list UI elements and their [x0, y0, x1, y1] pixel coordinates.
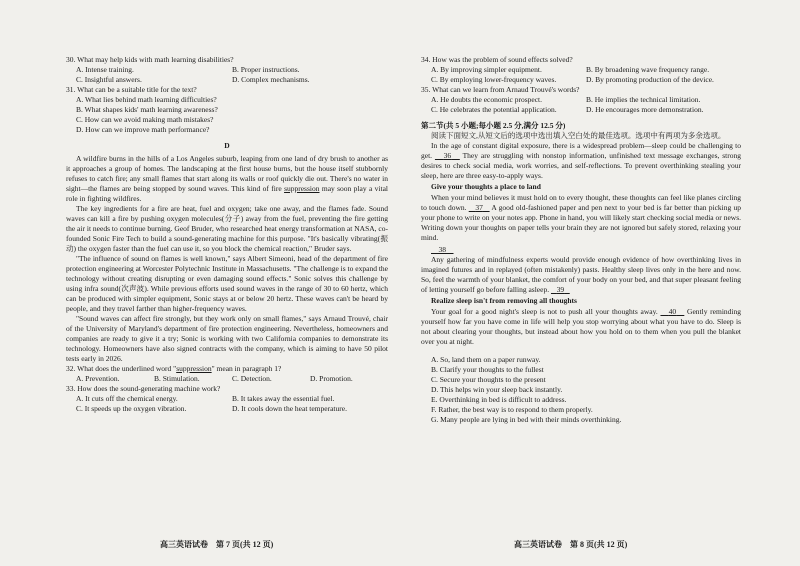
section-2-title: 第二节(共 5 小题;每小题 2.5 分,满分 12.5 分): [421, 121, 566, 130]
option: B. Clarify your thoughts to the fullest: [431, 365, 544, 374]
option: A. It cuts off the chemical energy.: [76, 394, 178, 403]
cloze-paragraph-2: [421, 193, 741, 243]
option: B. It takes away the essential fuel.: [232, 394, 335, 403]
passage-paragraph-3: "The influence of sound on flames is well known," says Albert Simeoni, head of the department of fire protection engineering at Worcester Polytechnic Institute in Massachusetts. "The challenge is to expand the technology without creating disrupting or even damaging sound effects." Sonic solves this challenge by using infra sound(次声波). While previous efforts used sound waves in the range of 30 to 60 hertz, which can be produced with simpler equipment, Sonic stays at or below 20 hertz. These waves can't be heard by people, and they travel farther than higher-frequency waves.: [66, 254, 388, 313]
option: D. By promoting production of the device.: [586, 75, 714, 84]
blank-number: 38: [438, 245, 446, 254]
passage-paragraph-4: "Sound waves can affect fire strongly, but they work only on small flames," says Arnaud Trouvé, chair of the University of Maryland's department of fire protection engineering. Nevertheless, homeowners and companies are ready to give it a try; Sonic is working with two California companies to demonstrate its technology. Homeowners have also signed contracts with the company, which is aiming to have 50 pilot tests early in 2026.: [66, 314, 388, 363]
passage-paragraph-2: The key ingredients for a fire are heat, fuel and oxygen; take one away, and the flames fade. Sound waves can kill a fire by pushing oxygen molecules(分子) away from the fuel, preventing the fire getting the air it needs to continue burning. Geof Bruder, who researched heat energy transformation at NASA, co-founded Sonic Fire Tech to build a sound-generating machine for this purpose. "It's basically vibrating(振动) the oxygen faster than the fuel can use it, so you block the chemical reaction," Bruder says.: [66, 204, 388, 253]
option: D. He encourages more demonstration.: [586, 105, 704, 114]
question-32-options: [76, 374, 388, 384]
option: G. Many people are lying in bed with their minds overthinking.: [431, 415, 622, 424]
question-31: 31. What can be a suitable title for the text?: [66, 85, 197, 94]
option: D. It cools down the heat temperature.: [232, 404, 347, 413]
text: They are struggling with nonstop information, unfinished text message exchanges, strong desires to check social media, work worries, and self-reflections. To prevent overthinking stealing your sleep, here are three easy-to-apply ways.: [421, 151, 742, 180]
question-34-options: [431, 65, 741, 85]
option: C. Detection.: [232, 374, 272, 383]
blank-38-line: [431, 245, 741, 255]
right-column: [421, 55, 741, 425]
text: Gently reminding yourself how far you have come in life will help you stop worrying about what you have to do. Sleep is not about clearing your thoughts, but instead about how you hold on to them when you pull the blanket over you at night.: [421, 307, 741, 346]
text: 32. What does the underlined word ": [66, 364, 177, 373]
option: D. Complex mechanisms.: [232, 75, 310, 84]
option: B. What shapes kids' math learning awareness?: [76, 105, 218, 114]
text: Any gathering of mindfulness experts would provide enough evidence of how overthinking lives in imagined futures and in replayed (often mistakenly) pasts. Healthy sleep lives only in the here and now. So, feel the warmth of your blanket, the comfort of your body on your bed, and that super pleasant feeling of letting yourself go before falling asleep.: [421, 255, 741, 294]
option: B. Proper instructions.: [232, 65, 300, 74]
blank-36[interactable]: [435, 151, 460, 160]
left-column: [66, 55, 388, 414]
text: A good old-fashioned paper and pen next to your bed is far better than picking up your phone to write on your notes app. Phone in hand, you will likely start checking social media or news. Writing down your thoughts on paper tells your brain they are not ignored but safely stored, relaxing your mind.: [421, 203, 741, 242]
blank-number: 36: [443, 151, 452, 160]
blank-number: 37: [475, 203, 483, 212]
option: A. Prevention.: [76, 374, 120, 383]
underlined-word: suppression: [284, 184, 320, 193]
blank-40[interactable]: [660, 307, 684, 316]
option: B. By broadening wave frequency range.: [586, 65, 710, 74]
page-footer-right: 高三英语试卷 第 8 页(共 12 页): [514, 540, 628, 549]
option: D. How can we improve math performance?: [76, 125, 210, 134]
blank-39[interactable]: [551, 285, 570, 294]
option: C. How can we avoid making math mistakes?: [76, 115, 214, 124]
text: may soon play a vital role in fighting wildfires.: [66, 184, 388, 203]
text: When your mind believes it must hold on to every thought, these thoughts can feel like planes circling to touch down.: [421, 193, 741, 212]
option: A. What lies behind math learning difficulties?: [76, 95, 217, 104]
cloze-options: [431, 355, 741, 425]
option: C. Insightful answers.: [76, 75, 142, 84]
question-32: [66, 364, 388, 374]
section-d-heading: D: [224, 141, 230, 150]
blank-number: 39: [556, 285, 565, 294]
question-33: 33. How does the sound-generating machine work?: [66, 384, 221, 393]
underlined-word: suppression: [176, 364, 212, 373]
question-30: 30. What may help kids with math learning disabilities?: [66, 55, 234, 64]
option: A. Intense training.: [76, 65, 134, 74]
page-footer-left: 高三英语试卷 第 7 页(共 12 页): [160, 540, 274, 549]
cloze-paragraph-3: [421, 255, 741, 295]
blank-38[interactable]: [431, 245, 454, 254]
cloze-paragraph-1: [421, 141, 741, 181]
question-35-options: [431, 95, 741, 115]
option: C. He celebrates the potential application.: [431, 105, 557, 114]
option: A. So, land them on a paper runway.: [431, 355, 541, 364]
option: A. By improving simpler equipment.: [431, 65, 542, 74]
option: E. Overthinking in bed is difficult to address.: [431, 395, 567, 404]
option: F. Rather, the best way is to respond to them properly.: [431, 405, 593, 414]
cloze-paragraph-4: [421, 307, 741, 347]
text: " mean in paragraph 1?: [211, 364, 282, 373]
option: A. He doubts the economic prospect.: [431, 95, 543, 104]
option: C. By employing lower-frequency waves.: [431, 75, 557, 84]
option: D. Promotion.: [310, 374, 353, 383]
question-34: 34. How was the problem of sound effects solved?: [421, 55, 573, 64]
question-31-options: [76, 95, 388, 135]
option: C. It speeds up the oxygen vibration.: [76, 404, 187, 413]
option: D. This helps win your sleep back instantly.: [431, 385, 563, 394]
option: C. Secure your thoughts to the present: [431, 375, 546, 384]
question-35: 35. What can we learn from Arnaud Trouvé's words?: [421, 85, 580, 94]
blank-number: 40: [668, 307, 677, 316]
section-2-instructions: 阅读下面短文,从短文后的选项中选出填入空白处的最佳选项。选项中有两项为多余选项。: [431, 131, 726, 140]
option: B. Stimulation.: [154, 374, 200, 383]
text: A wildfire burns in the hills of a Los Angeles suburb, leaping from one land of dry brush to another as it approaches a group of homes. The landscaping at the first house burns, but the house itself stubbornly refuses to catch fire; any small flames that start along its walls or roof quickly die out. There's no water in sight—the flames are being stopped by sound waves. This kind of fire: [66, 154, 388, 193]
text: Your goal for a good night's sleep is not to push all your thoughts away.: [431, 307, 661, 316]
subheading-1: Give your thoughts a place to land: [431, 182, 541, 191]
option: B. He implies the technical limitation.: [586, 95, 701, 104]
subheading-2: Realize sleep isn't from removing all thoughts: [431, 296, 577, 305]
text: In the age of constant digital exposure, there is a widespread problem—sleep could be challenging to get.: [421, 141, 741, 160]
question-30-options: [76, 65, 388, 85]
question-33-options: [76, 394, 388, 414]
blank-37[interactable]: [469, 203, 490, 212]
passage-paragraph-1: [66, 154, 388, 204]
